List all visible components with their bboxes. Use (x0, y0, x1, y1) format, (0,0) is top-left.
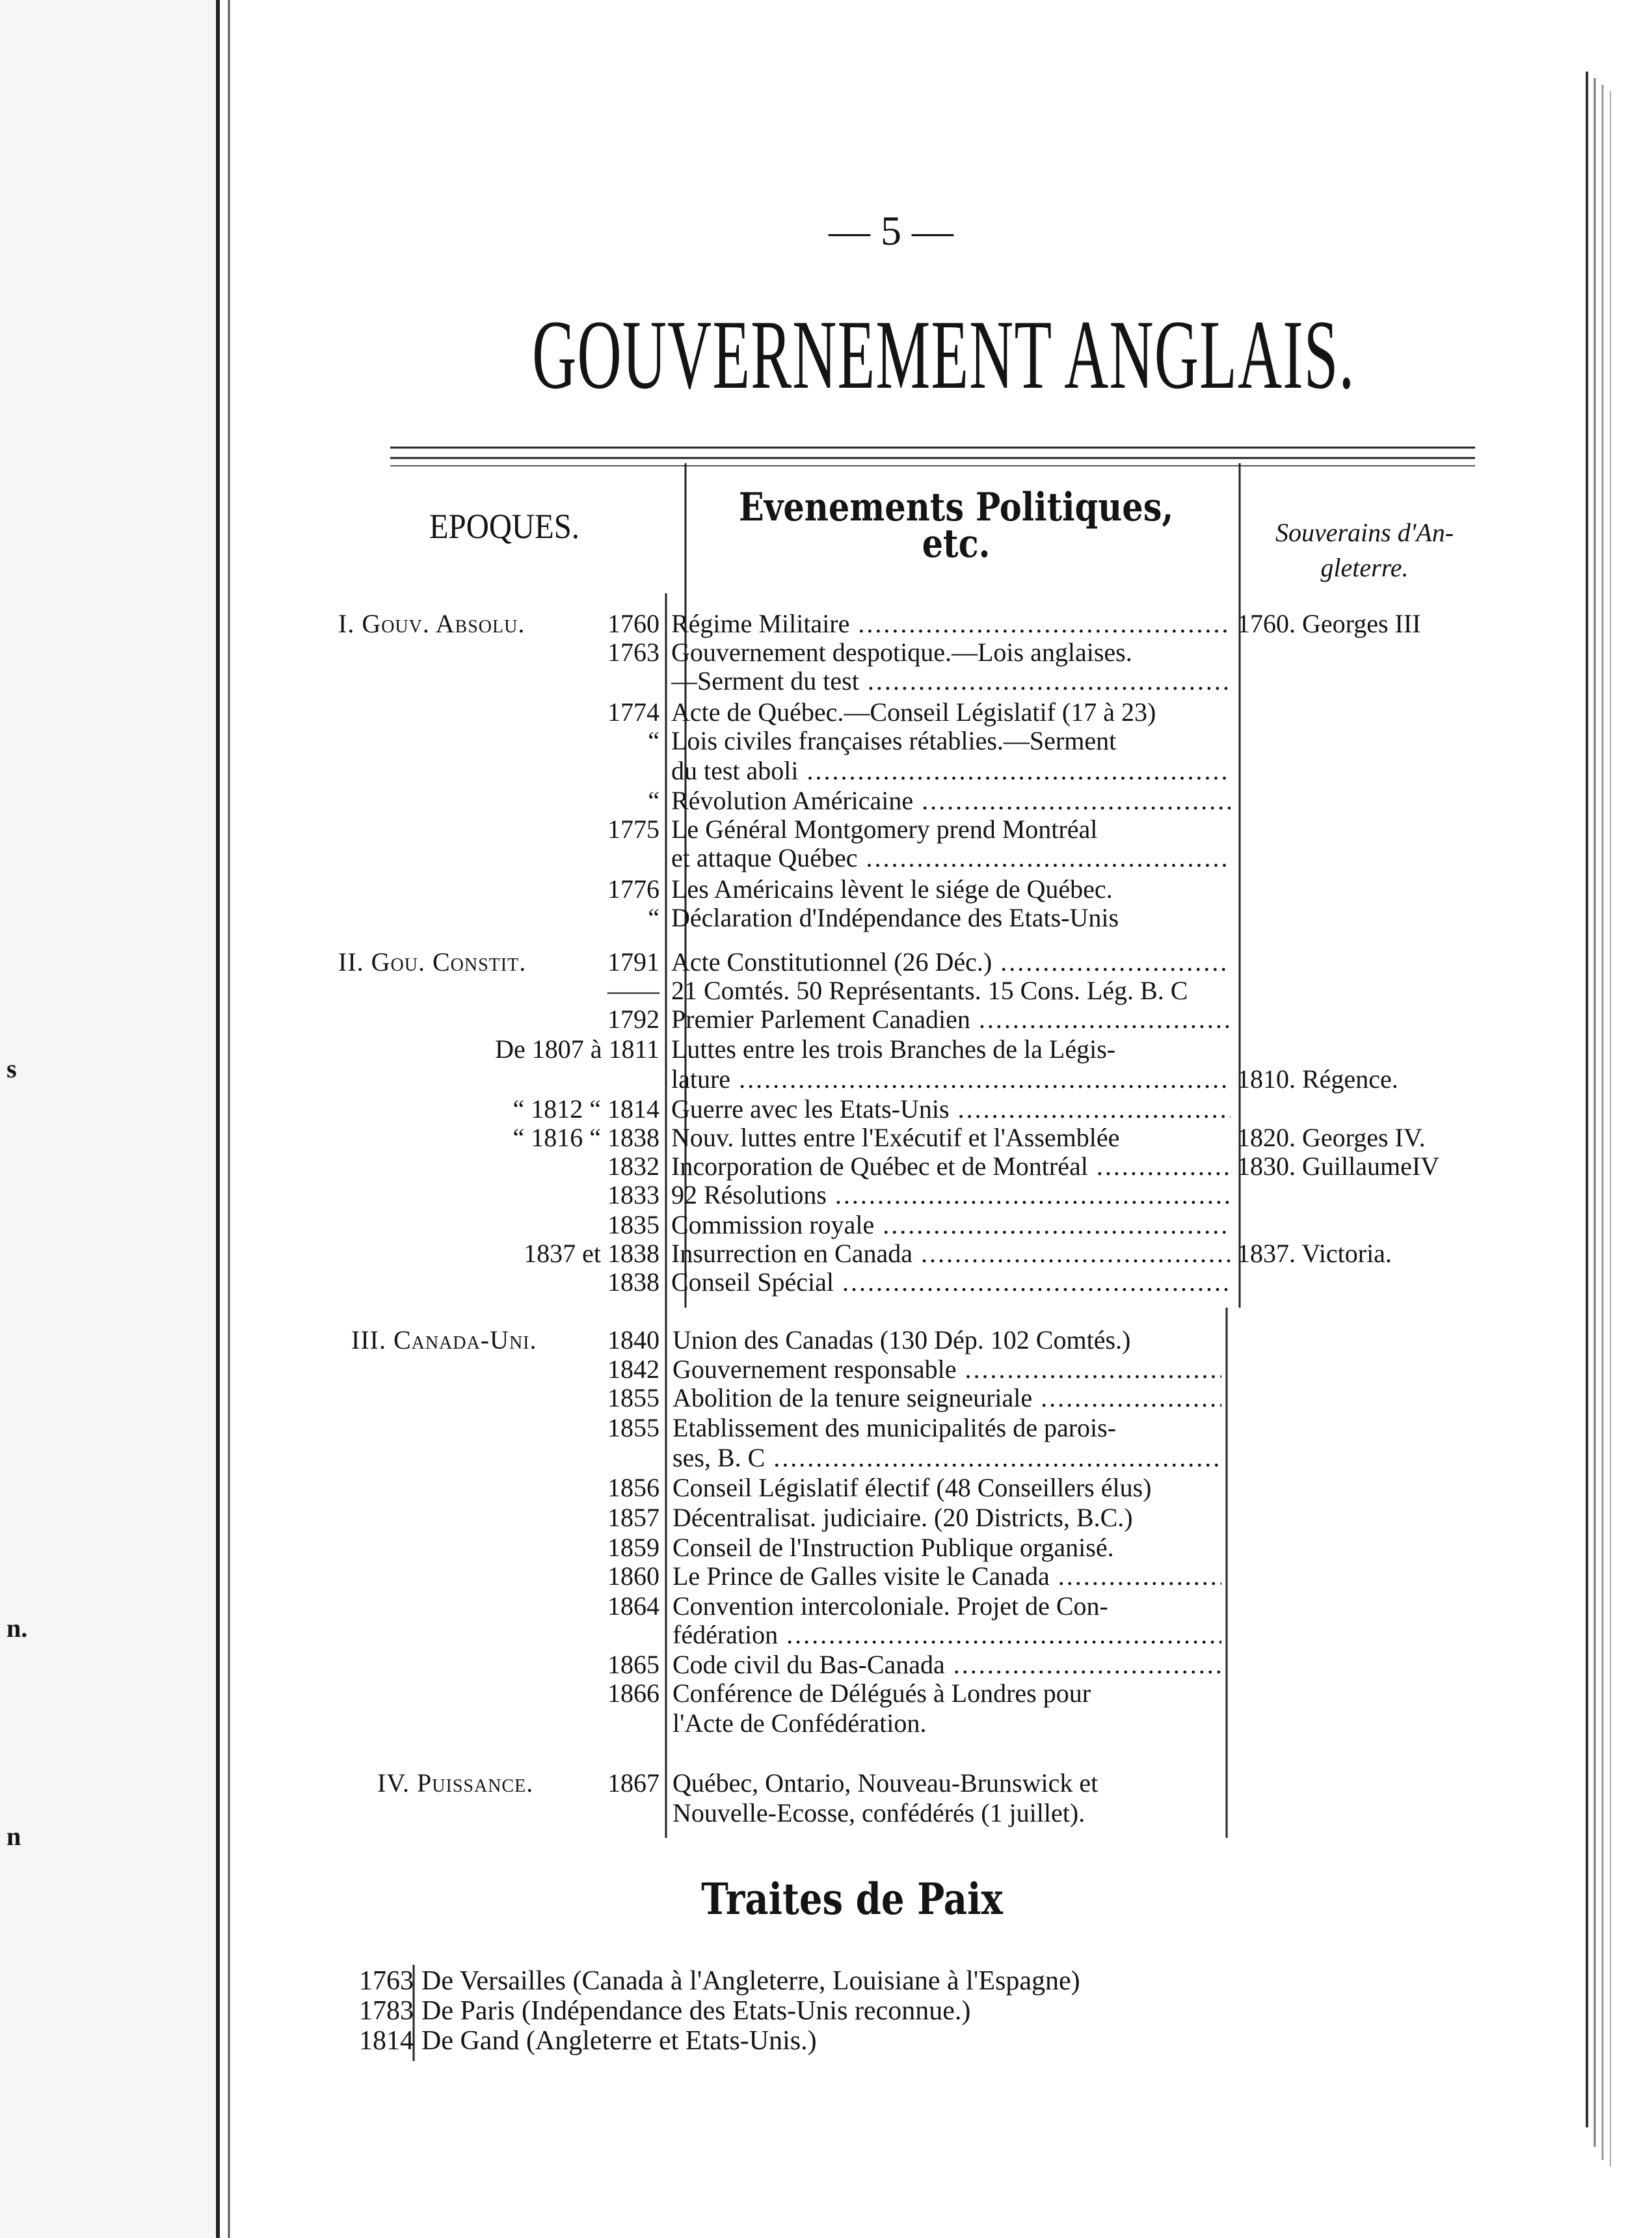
row-year: 1867 (607, 1768, 659, 1798)
treaty-text: De Versailles (Canada à l'Angleterre, Louisiane à l'Espagne) (421, 1966, 1080, 1996)
row-year: 1832 (607, 1152, 659, 1181)
row-event: Acte Constitutionnel (26 Déc.) ..... (671, 947, 1231, 977)
row-year: 1763 (607, 638, 659, 667)
row-event: Conseil Législatif électif (48 Conseillers élus) (673, 1473, 1152, 1502)
row-event: —Serment du test ..... (671, 666, 1231, 696)
row-event: fédération ..... (673, 1620, 1221, 1650)
row-sovereign: 1820. Georges IV. (1237, 1123, 1426, 1152)
era-label: IV. Puissance. (377, 1768, 534, 1798)
row-year: 1776 (607, 874, 659, 904)
row-year: 1837 et 1838 (524, 1239, 659, 1268)
row-year: 1840 (607, 1325, 659, 1355)
margin-fragment: n (7, 1822, 21, 1851)
row-year: “ (648, 786, 659, 815)
row-event: Conférence de Délégués à Londres pour (673, 1678, 1091, 1708)
row-event: Révolution Américaine ..... (671, 786, 1231, 816)
row-sovereign: 1830. GuillaumeIV (1237, 1152, 1440, 1181)
row-year: 1774 (607, 697, 659, 727)
row-year: 1760 (607, 609, 659, 638)
row-year: 1866 (607, 1678, 659, 1708)
row-event: Régime Militaire ..... (671, 609, 1231, 639)
treaty-year: 1783 (359, 1996, 414, 2026)
row-year: “ (648, 726, 659, 755)
row-year: “ (648, 903, 659, 932)
row-year: “ 1812 “ 1814 (513, 1094, 659, 1124)
margin-fragment: s (7, 1054, 17, 1083)
row-year: 1835 (607, 1210, 659, 1239)
row-year: 1859 (607, 1533, 659, 1562)
row-year: 1791 (607, 947, 659, 977)
row-event: Gouvernement despotique.—Lois anglaises. (671, 638, 1132, 667)
era-label: III. Canada-Uni. (351, 1325, 537, 1355)
row-year: 1775 (607, 815, 659, 844)
row-sovereign: 1810. Régence. (1237, 1064, 1398, 1094)
row-year: —— (607, 976, 659, 1005)
treaty-text: De Paris (Indépendance des Etats-Unis reconnue.) (421, 1996, 971, 2026)
row-year: 1857 (607, 1503, 659, 1532)
row-event: Abolition de la tenure seigneuriale ..... (673, 1383, 1221, 1413)
row-event: Acte de Québec.—Conseil Législatif (17 à 23) (671, 697, 1156, 727)
row-event: Déclaration d'Indépendance des Etats-Unis (671, 903, 1119, 932)
row-event: Le Prince de Galles visite le Canada ..... (673, 1561, 1221, 1591)
row-event: 21 Comtés. 50 Représentants. 15 Cons. Lég. B. C (671, 976, 1188, 1005)
row-year: De 1807 à 1811 (495, 1034, 659, 1064)
row-year: 1864 (607, 1591, 659, 1621)
row-sovereign: 1760. Georges III (1237, 609, 1421, 638)
treaty-year: 1763 (359, 1966, 414, 1996)
row-event: Conseil de l'Instruction Publique organisé. (673, 1533, 1114, 1562)
row-year: 1855 (607, 1383, 659, 1412)
row-event: Commission royale ..... (671, 1210, 1231, 1240)
row-event: Décentralisat. judiciaire. (20 Districts, B.C.) (673, 1503, 1133, 1532)
column-header-events: Evenements Politiques, etc. (738, 485, 1174, 567)
row-year: 1838 (607, 1267, 659, 1297)
row-event: Luttes entre les trois Branches de la Légis- (671, 1034, 1116, 1064)
margin-fragment: n. (7, 1613, 28, 1643)
treaty-text: De Gand (Angleterre et Etats-Unis.) (421, 2026, 817, 2056)
row-event: Incorporation de Québec et de Montréal ..... (671, 1152, 1231, 1181)
row-event: Lois civiles françaises rétablies.—Serment (671, 726, 1117, 755)
column-header-sovereigns: Souverains d'An- gleterre. (1275, 518, 1454, 582)
row-year: 1860 (607, 1561, 659, 1591)
page-number: — 5 — (829, 208, 953, 254)
row-event: Nouvelle-Ecosse, confédérés (1 juillet). (673, 1798, 1086, 1827)
row-event: Les Américains lèvent le siége de Québec. (671, 874, 1113, 904)
treaties-title: Traites de Paix (701, 1874, 1003, 1924)
row-event: Nouv. luttes entre l'Exécutif et l'Assemblée (671, 1123, 1120, 1152)
page-title: GOUVERNEMENT ANGLAIS. (532, 300, 1355, 409)
row-event: Code civil du Bas-Canada ..... (673, 1650, 1221, 1680)
row-year: 1856 (607, 1473, 659, 1502)
row-event: du test aboli ..... (671, 756, 1231, 786)
row-event: ses, B. C ..... (673, 1443, 1221, 1473)
row-year: 1855 (607, 1413, 659, 1442)
row-year: “ 1816 “ 1838 (513, 1123, 659, 1152)
era-label: II. Gou. Constit. (338, 947, 527, 977)
row-event: Insurrection en Canada ..... (671, 1239, 1231, 1269)
row-event: lature ..... (671, 1064, 1231, 1094)
row-year: 1842 (607, 1355, 659, 1384)
row-event: l'Acte de Confédération. (673, 1708, 927, 1738)
row-event: Premier Parlement Canadien ..... (671, 1004, 1231, 1034)
row-event: Le Général Montgomery prend Montréal (671, 815, 1098, 844)
row-year: 1865 (607, 1650, 659, 1679)
treaty-year: 1814 (359, 2026, 414, 2056)
row-year: 1833 (607, 1180, 659, 1209)
column-header-epoques: EPOQUES. (429, 507, 580, 546)
row-event: Etablissement des municipalités de parois- (673, 1413, 1117, 1442)
row-event: et attaque Québec ..... (671, 843, 1231, 873)
row-event: Gouvernement responsable ..... (673, 1355, 1221, 1384)
row-year: 1792 (607, 1004, 659, 1034)
row-event: Guerre avec les Etats-Unis ..... (671, 1094, 1231, 1124)
era-label: I. Gouv. Absolu. (338, 609, 526, 638)
row-event: Conseil Spécial ..... (671, 1267, 1231, 1297)
row-event: Union des Canadas (130 Dép. 102 Comtés.) (673, 1325, 1131, 1355)
row-sovereign: 1837. Victoria. (1237, 1239, 1392, 1268)
row-event: Québec, Ontario, Nouveau-Brunswick et (673, 1768, 1099, 1798)
row-event: Convention intercoloniale. Projet de Con- (673, 1591, 1108, 1621)
row-event: 92 Résolutions ..... (671, 1180, 1231, 1210)
